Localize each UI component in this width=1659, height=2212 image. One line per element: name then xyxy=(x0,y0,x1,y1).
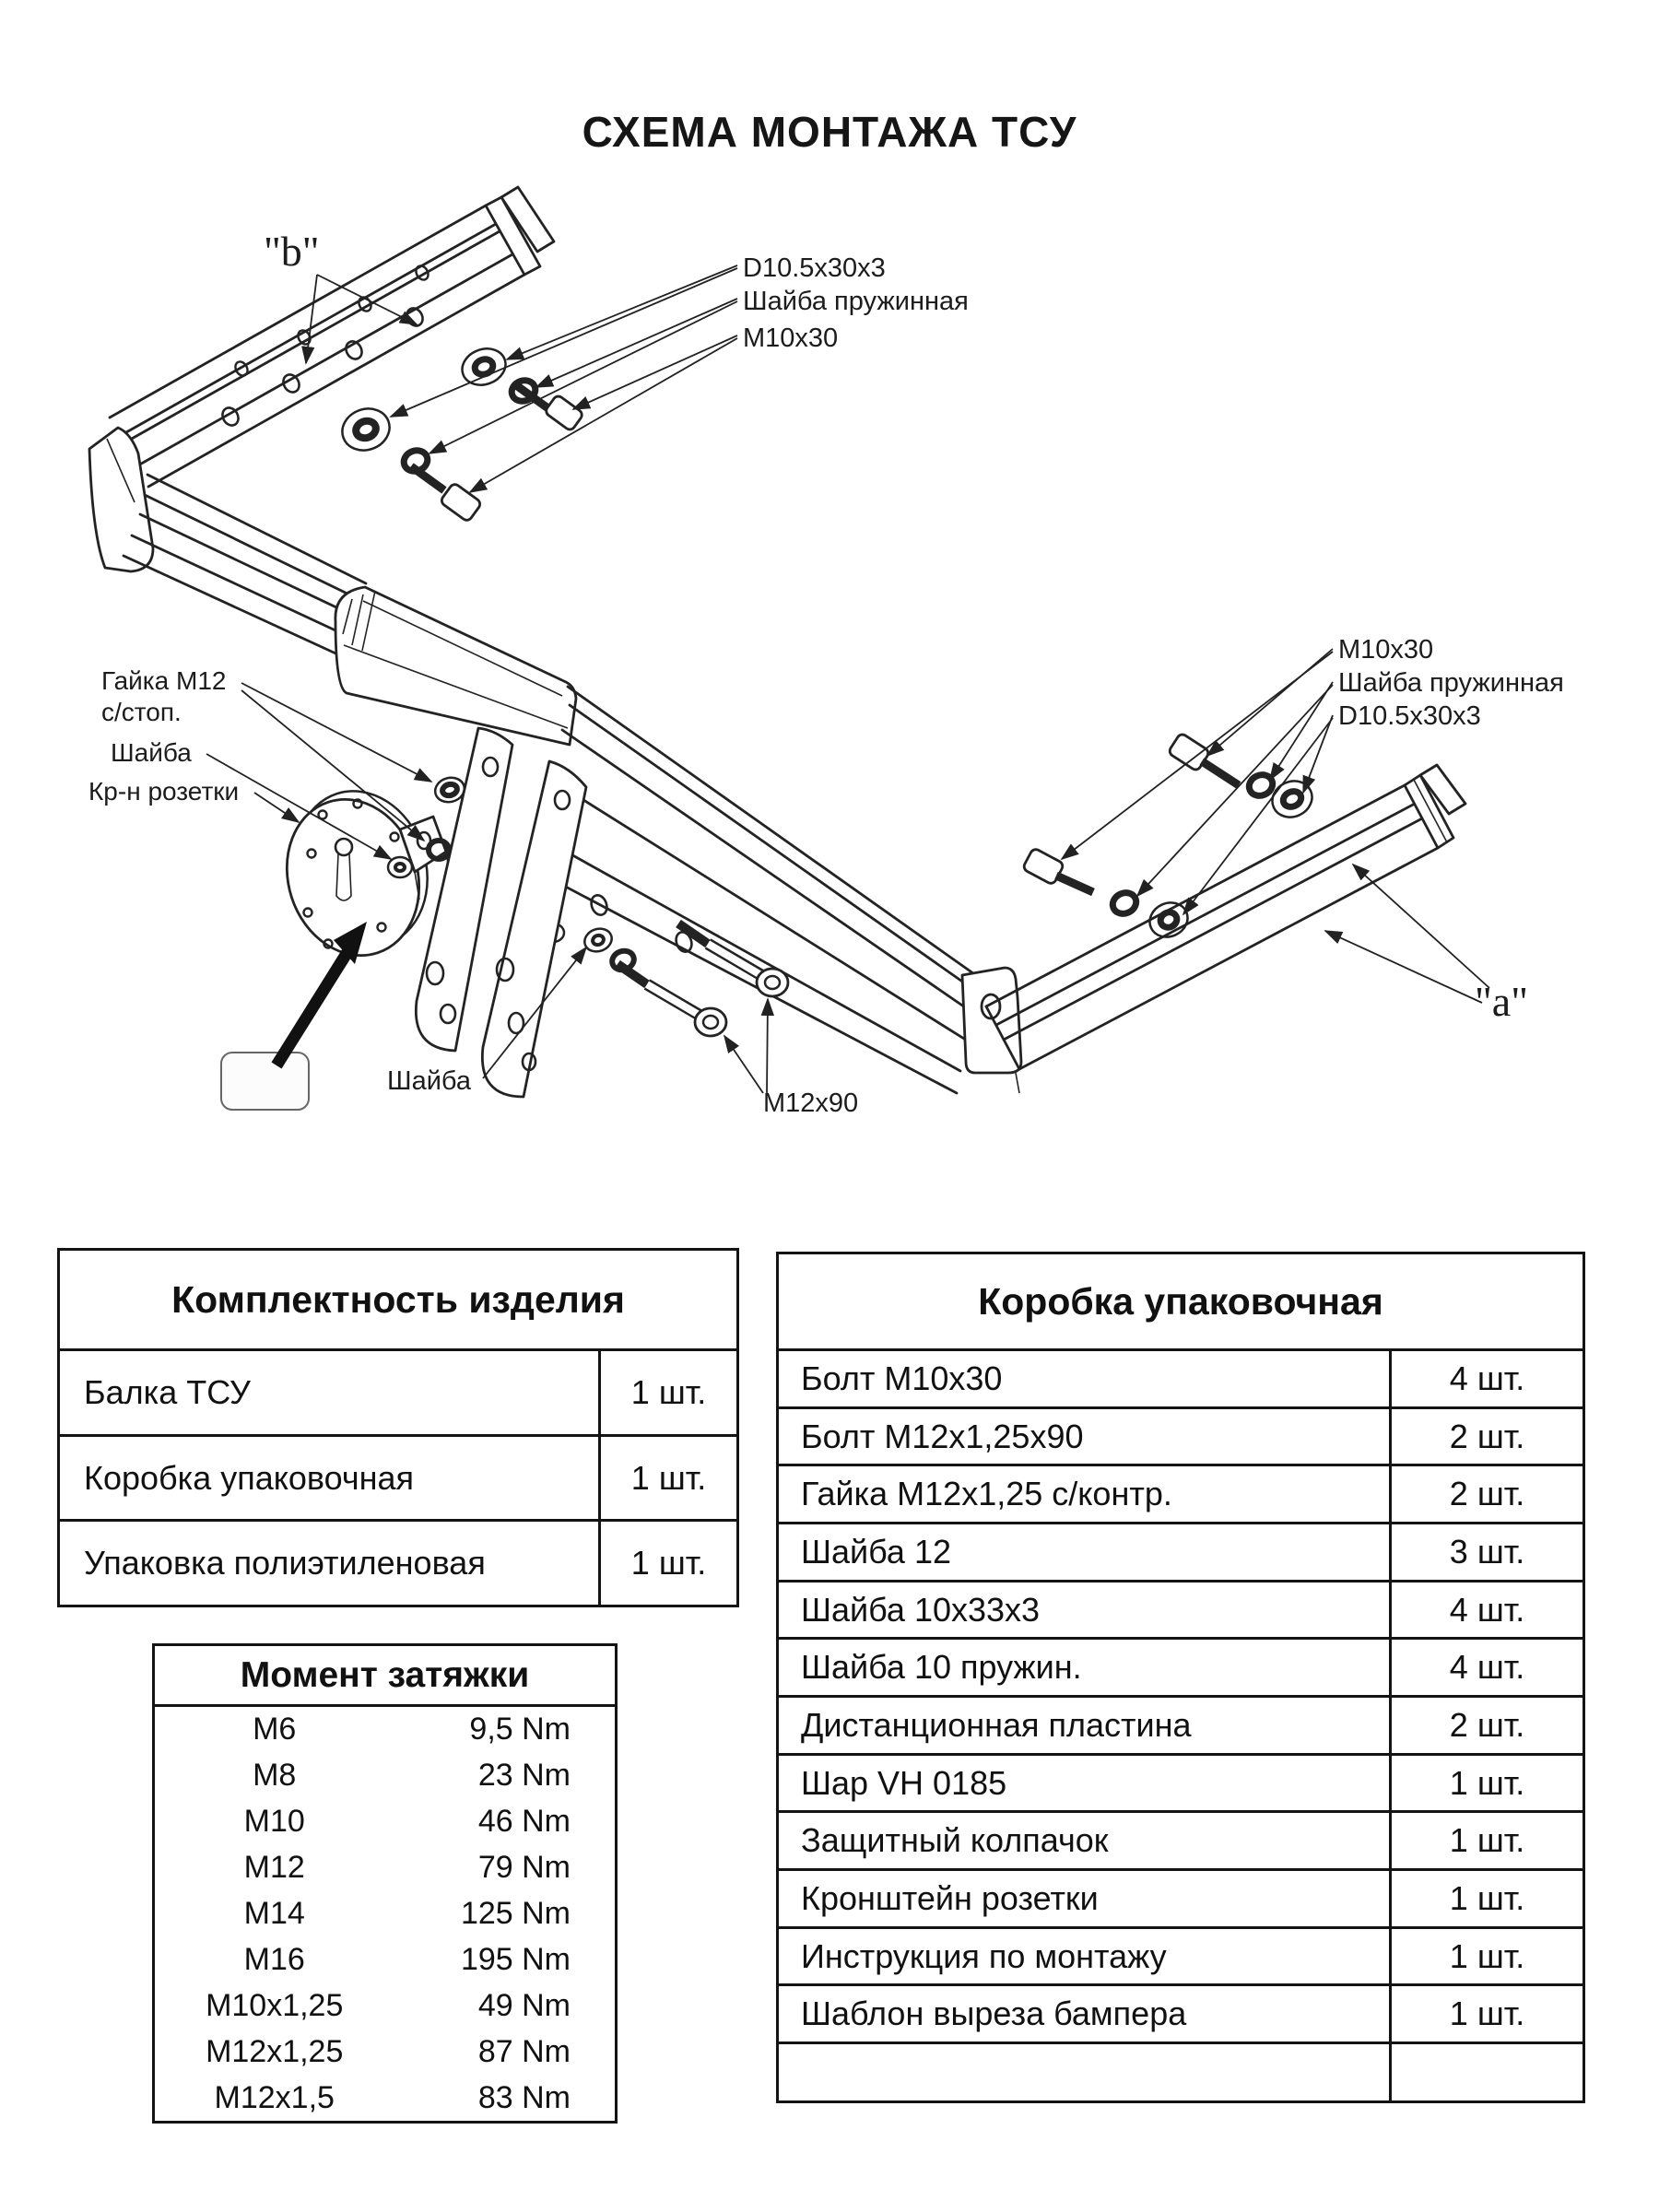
table-row xyxy=(60,1434,736,1520)
packing-box-table xyxy=(776,1252,1585,2103)
thread-size: М12х1,25 xyxy=(206,2033,344,2069)
thread-size: М6 xyxy=(253,1712,297,1747)
box-item-qty: 1 шт. xyxy=(1389,1871,1583,1926)
m12-bolts xyxy=(618,924,788,1036)
torque-table xyxy=(152,1643,618,2124)
table-row xyxy=(779,1983,1583,2041)
box-item-name: Гайка М12х1,25 с/контр. xyxy=(801,1475,1172,1513)
kit-item-name: Упаковка полиэтиленовая xyxy=(84,1544,486,1583)
table-row xyxy=(155,1936,615,1983)
table-row xyxy=(155,1799,615,1845)
table-row xyxy=(779,1580,1583,1638)
box-item-qty: 1 шт. xyxy=(1389,1756,1583,1811)
torque-value: 195 Nm xyxy=(460,1941,571,1977)
thread-size: М8 xyxy=(253,1758,297,1794)
box-item-name: Шар VH 0185 xyxy=(801,1763,1007,1802)
table-row xyxy=(779,1464,1583,1522)
kit-item-name: Балка ТСУ xyxy=(84,1372,251,1411)
table-row xyxy=(779,1637,1583,1695)
label-bottom-washer: Шайба xyxy=(387,1066,471,1096)
kit-item-qty: 1 шт. xyxy=(598,1437,736,1520)
pointer-box-arrow xyxy=(221,922,367,1110)
box-item-name: Защитный колпачок xyxy=(801,1821,1109,1860)
table-row xyxy=(155,1707,615,1753)
box-item-qty: 4 шт. xyxy=(1389,1640,1583,1695)
torque-value: 79 Nm xyxy=(477,1850,571,1886)
kit-item-qty: 1 шт. xyxy=(598,1522,736,1605)
packing-box-table-title: Коробка упаковочная xyxy=(779,1254,1583,1351)
box-item-qty: 1 шт. xyxy=(1389,1813,1583,1868)
torque-value: 23 Nm xyxy=(477,1758,571,1794)
box-item-qty: 2 шт. xyxy=(1389,1466,1583,1522)
blank-label-box xyxy=(221,1053,309,1110)
thread-size: М12х1,5 xyxy=(214,2079,335,2115)
table-row xyxy=(779,1753,1583,1811)
thread-size: М12 xyxy=(243,1850,305,1886)
box-item-qty: 1 шт. xyxy=(1389,1986,1583,2041)
label-tl-washer: D10.5x30x3 xyxy=(743,253,886,283)
thread-size: М10х1,25 xyxy=(206,1987,344,2023)
torque-table-title: Момент затяжки xyxy=(155,1646,615,1707)
kit-item-name: Коробка упаковочная xyxy=(84,1458,415,1497)
table-row xyxy=(60,1519,736,1605)
box-item-name: Болт М10х30 xyxy=(801,1359,1003,1397)
page-title: СХЕМА МОНТАЖА ТСУ xyxy=(582,108,1077,156)
fasteners-right xyxy=(1022,733,1318,943)
table-row xyxy=(779,1695,1583,1753)
box-item-name: Шайба 10 пружин. xyxy=(801,1648,1082,1687)
torque-value: 9,5 Nm xyxy=(469,1712,571,1747)
fasteners-top-left xyxy=(336,343,584,523)
kit-table-title: Комплектность изделия xyxy=(60,1251,736,1351)
label-right-washer: D10.5x30x3 xyxy=(1338,701,1481,731)
label-left-nut-1: Гайка М12 xyxy=(101,666,227,695)
table-row xyxy=(779,1351,1583,1406)
box-item-qty: 2 шт. xyxy=(1389,1698,1583,1753)
table-row xyxy=(155,1845,615,1891)
box-item-name: Кронштейн розетки xyxy=(801,1878,1099,1917)
label-tl-spring: Шайба пружинная xyxy=(743,287,969,316)
box-item-name: Болт М12х1,25х90 xyxy=(801,1417,1084,1455)
table-row xyxy=(779,1406,1583,1465)
kit-item-qty: 1 шт. xyxy=(598,1351,736,1434)
label-left-washer: Шайба xyxy=(111,738,192,767)
box-item-name xyxy=(779,2044,1389,2100)
torque-value: 46 Nm xyxy=(477,1804,571,1840)
table-row xyxy=(779,1522,1583,1580)
box-item-name: Шайба 10х33х3 xyxy=(801,1590,1041,1629)
table-row xyxy=(779,1868,1583,1926)
table-row xyxy=(155,2029,615,2075)
table-row xyxy=(60,1351,736,1434)
box-item-name: Шаблон выреза бампера xyxy=(801,1994,1187,2033)
callout-texts xyxy=(88,228,1564,1118)
table-row-empty xyxy=(779,2041,1583,2100)
marker-b: "b" xyxy=(264,228,320,275)
torque-value: 87 Nm xyxy=(477,2033,571,2069)
table-row xyxy=(155,2075,615,2121)
table-row xyxy=(155,1753,615,1799)
thread-size: М14 xyxy=(243,1896,305,1931)
box-item-qty: 4 шт. xyxy=(1389,1351,1583,1406)
table-row xyxy=(155,1983,615,2029)
table-row xyxy=(779,1810,1583,1868)
box-item-qty: 1 шт. xyxy=(1389,1929,1583,1984)
label-left-bracket: Кр-н розетки xyxy=(88,777,240,806)
marker-a: "a" xyxy=(1475,978,1528,1025)
right-rail xyxy=(986,765,1465,1069)
table-row xyxy=(779,1926,1583,1984)
box-item-name: Дистанционная пластина xyxy=(801,1705,1192,1744)
box-item-name: Шайба 12 xyxy=(801,1532,951,1571)
box-item-qty: 4 шт. xyxy=(1389,1583,1583,1638)
table-row xyxy=(155,1891,615,1937)
label-left-nut-2: с/стоп. xyxy=(101,698,182,726)
label-right-spring: Шайба пружинная xyxy=(1338,668,1564,698)
label-right-bolt: M10x30 xyxy=(1338,635,1434,665)
label-bottom-bolt: М12х90 xyxy=(763,1088,859,1118)
thread-size: М16 xyxy=(243,1941,305,1977)
thread-size: М10 xyxy=(243,1804,305,1840)
box-item-qty xyxy=(1389,2044,1583,2100)
torque-value: 49 Nm xyxy=(477,1987,571,2023)
torque-value: 83 Nm xyxy=(477,2079,571,2115)
box-item-qty: 2 шт. xyxy=(1389,1409,1583,1465)
label-tl-bolt: M10x30 xyxy=(743,324,839,353)
box-item-name: Инструкция по монтажу xyxy=(801,1936,1167,1975)
left-rail xyxy=(89,187,554,571)
box-item-qty: 3 шт. xyxy=(1389,1524,1583,1580)
kit-table xyxy=(57,1248,739,1607)
torque-value: 125 Nm xyxy=(460,1896,571,1931)
